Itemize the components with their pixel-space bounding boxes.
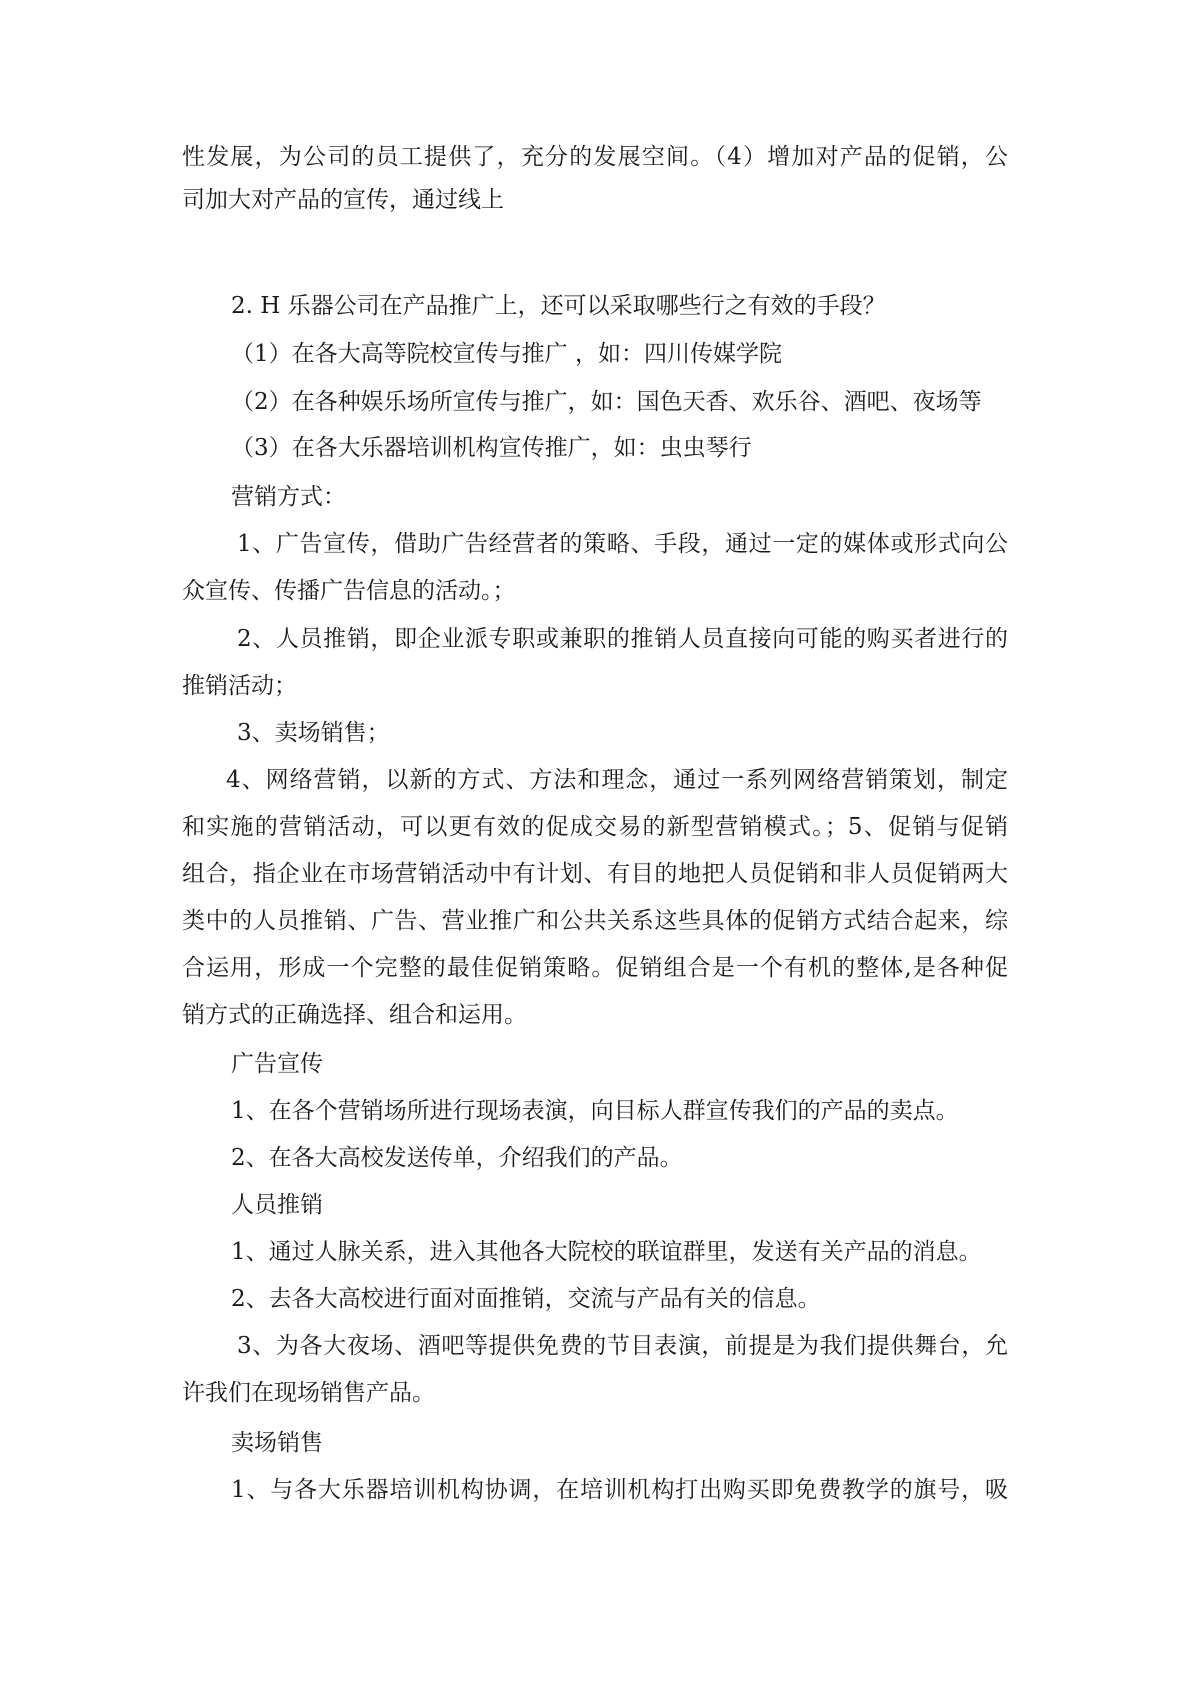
text-line: 销方式的正确选择、组合和运用。 <box>182 1002 527 1028</box>
question-heading: 2. H 乐器公司在产品推广上，还可以采取哪些行之有效的手段？ <box>231 293 886 319</box>
text-line: 性发展，为公司的员工提供了，充分的发展空间。（4）增加对产品的促销，公 <box>182 144 1008 170</box>
text-line: 类中的人员推销、广告、营业推广和公共关系这些具体的促销方式结合起来，综 <box>182 908 1008 934</box>
list-item: 1、通过人脉关系，进入其他各大院校的联谊群里，发送有关产品的消息。 <box>231 1239 982 1265</box>
text-line: 和实施的营销活动，可以更有效的促成交易的新型营销模式。；5、促销与促销 <box>182 814 1008 840</box>
text-line: 2、人员推销，即企业派专职或兼职的推销人员直接向可能的购买者进行的 <box>237 626 1008 652</box>
text-line: 1、广告宣传，借助广告经营者的策略、手段，通过一定的媒体或形式向公 <box>237 531 1008 557</box>
list-item: 1、在各个营销场所进行现场表演，向目标人群宣传我们的产品的卖点。 <box>231 1098 959 1124</box>
text-line: 合运用，形成一个完整的最佳促销策略。促销组合是一个有机的整体,是各种促 <box>182 955 1008 981</box>
section-heading: 卖场销售 <box>231 1430 323 1456</box>
text-line: 3、卖场销售； <box>237 720 390 746</box>
list-item: 2、在各大高校发送传单，介绍我们的产品。 <box>231 1145 683 1171</box>
text-line: 许我们在现场销售产品。 <box>182 1380 435 1406</box>
text-line: 司加大对产品的宣传，通过线上 <box>182 187 504 213</box>
section-heading: 广告宣传 <box>231 1051 323 1077</box>
list-item: （3）在各大乐器培训机构宣传推广，如：虫虫琴行 <box>231 435 752 461</box>
list-item: 3、为各大夜场、酒吧等提供免费的节目表演，前提是为我们提供舞台，允 <box>237 1333 1008 1359</box>
list-item: 2、去各大高校进行面对面推销，交流与产品有关的信息。 <box>231 1286 821 1312</box>
text-line: 组合，指企业在市场营销活动中有计划、有目的地把人员促销和非人员促销两大 <box>182 861 1008 887</box>
list-item: 1、与各大乐器培训机构协调，在培训机构打出购买即免费教学的旗号，吸 <box>231 1477 1008 1503</box>
text-line: 众宣传、传播广告信息的活动。； <box>182 578 516 604</box>
text-line: 推销活动； <box>182 673 297 699</box>
section-heading: 人员推销 <box>231 1192 323 1218</box>
text-line: 4、网络营销，以新的方式、方法和理念，通过一系列网络营销策划，制定 <box>226 767 1008 793</box>
list-item: （2）在各种娱乐场所宣传与推广，如：国色天香、欢乐谷、酒吧、夜场等 <box>231 389 982 415</box>
section-heading: 营销方式： <box>231 484 346 510</box>
list-item: （1）在各大高等院校宣传与推广 ，如：四川传媒学院 <box>231 341 782 367</box>
